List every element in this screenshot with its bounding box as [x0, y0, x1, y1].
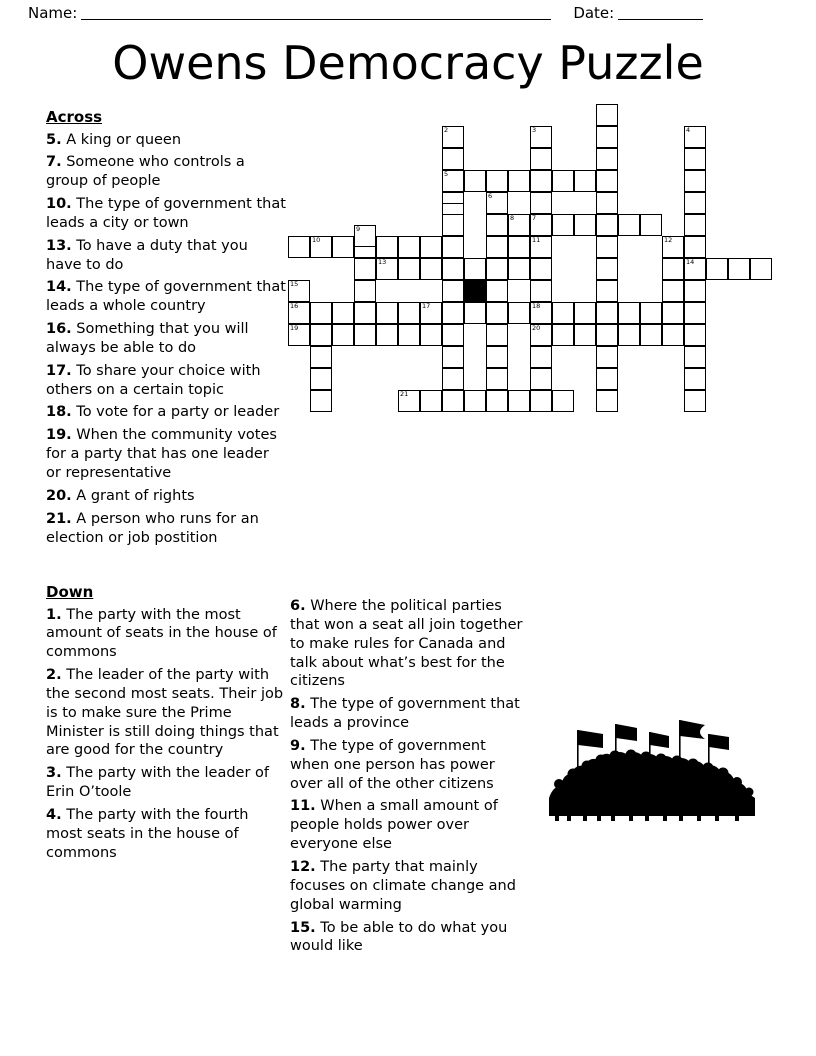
- grid-cell[interactable]: [420, 258, 442, 280]
- grid-cell[interactable]: [486, 324, 508, 346]
- grid-cell[interactable]: [530, 258, 552, 280]
- grid-cell[interactable]: [596, 302, 618, 324]
- down-clue-text: Where the political parties that won a seat all join together to make rules for Canada and talk about what’s best for the citizens: [290, 598, 523, 690]
- grid-cell[interactable]: [310, 236, 332, 258]
- down-clue: [290, 737, 525, 794]
- grid-cell[interactable]: [288, 236, 310, 258]
- grid-cell[interactable]: [640, 214, 662, 236]
- grid-cell[interactable]: [464, 390, 486, 412]
- grid-cell[interactable]: [618, 302, 640, 324]
- grid-cell[interactable]: [442, 280, 464, 302]
- across-clue-text: Something that you will always be able to do: [46, 321, 249, 356]
- grid-cell-number: 5: [444, 170, 449, 178]
- grid-cell[interactable]: [376, 236, 398, 258]
- grid-cell-number: 20: [532, 324, 541, 332]
- grid-cell[interactable]: [684, 280, 706, 302]
- grid-cell[interactable]: [486, 368, 508, 390]
- down-clue: [46, 764, 286, 802]
- down-heading: Down: [46, 583, 94, 601]
- across-clue: [46, 320, 286, 358]
- grid-cell[interactable]: [530, 368, 552, 390]
- grid-cell[interactable]: [398, 302, 420, 324]
- grid-cell[interactable]: [508, 236, 530, 258]
- grid-cell[interactable]: [684, 302, 706, 324]
- down-clue-text: To be able to do what you would like: [290, 919, 508, 955]
- name-label: Name:: [28, 4, 78, 22]
- across-clue-text: A king or queen: [61, 131, 182, 148]
- across-clues: [46, 108, 286, 551]
- grid-cell[interactable]: [684, 390, 706, 412]
- grid-cell[interactable]: [706, 258, 728, 280]
- grid-cell[interactable]: [640, 302, 662, 324]
- across-clue-number: 16.: [46, 321, 72, 338]
- grid-cell[interactable]: [684, 126, 706, 148]
- grid-cell[interactable]: [530, 390, 552, 412]
- grid-cell[interactable]: [442, 126, 464, 148]
- grid-cell[interactable]: [420, 324, 442, 346]
- grid-cell[interactable]: [662, 236, 684, 258]
- across-clue: [46, 195, 286, 233]
- down-clue: [46, 806, 286, 863]
- down-clue: [290, 858, 525, 915]
- crossword-grid[interactable]: [288, 104, 788, 454]
- down-clue-text: When a small amount of people holds power over everyone else: [290, 798, 498, 853]
- grid-cell[interactable]: [486, 280, 508, 302]
- grid-cell[interactable]: [310, 390, 332, 412]
- grid-cell[interactable]: [332, 302, 354, 324]
- across-clue-text: A person who runs for an election or job postition: [46, 510, 259, 546]
- grid-cell[interactable]: [310, 302, 332, 324]
- across-clue-number: 10.: [46, 196, 72, 213]
- grid-cell[interactable]: [442, 258, 464, 280]
- down-clues-right: [290, 597, 525, 960]
- grid-cell-number: 6: [488, 192, 493, 200]
- grid-cell[interactable]: [596, 148, 618, 170]
- grid-cell[interactable]: [464, 302, 486, 324]
- grid-cell[interactable]: [552, 390, 574, 412]
- grid-cell[interactable]: [662, 302, 684, 324]
- grid-cell[interactable]: [530, 236, 552, 258]
- grid-cell[interactable]: [442, 148, 464, 170]
- grid-cell[interactable]: [530, 148, 552, 170]
- grid-cell[interactable]: [486, 258, 508, 280]
- grid-cell[interactable]: [354, 258, 376, 280]
- across-clue: [46, 362, 286, 400]
- grid-cell-number: 8: [510, 214, 515, 222]
- grid-cell[interactable]: [552, 302, 574, 324]
- down-clue-number: 11.: [290, 798, 316, 815]
- across-clue-number: 18.: [46, 404, 72, 421]
- crowd-with-flags-silhouette: [545, 712, 765, 822]
- down-clue-number: 2.: [46, 667, 62, 684]
- across-clue-text: The type of government that leads a city or town: [46, 196, 286, 231]
- down-clue-list-right: [290, 597, 525, 956]
- grid-cell[interactable]: [596, 214, 618, 236]
- grid-cell[interactable]: [596, 324, 618, 346]
- down-clue-number: 6.: [290, 598, 306, 614]
- grid-cell[interactable]: [530, 324, 552, 346]
- grid-cell[interactable]: [354, 225, 376, 247]
- grid-cell[interactable]: [442, 346, 464, 368]
- grid-cell-number: 12: [664, 236, 673, 244]
- grid-cell-number: 19: [290, 324, 299, 332]
- grid-cell[interactable]: [750, 258, 772, 280]
- grid-cell[interactable]: [596, 236, 618, 258]
- down-clue: [46, 606, 286, 663]
- grid-cell[interactable]: [530, 126, 552, 148]
- grid-cell[interactable]: [574, 214, 596, 236]
- down-clue-text: The type of government when one person has power over all of the other citizens: [290, 737, 495, 792]
- down-clue: [290, 797, 525, 854]
- down-clue-number: 15.: [290, 919, 316, 936]
- grid-cell[interactable]: [442, 390, 464, 412]
- grid-cell[interactable]: [420, 236, 442, 258]
- down-clue-list-left: [46, 606, 286, 863]
- grid-cell[interactable]: [640, 324, 662, 346]
- across-clue: [46, 153, 286, 191]
- across-clue-text: To vote for a party or leader: [71, 404, 280, 421]
- grid-cell-number: 13: [378, 258, 387, 266]
- across-clue: [46, 131, 286, 150]
- grid-cell[interactable]: [464, 258, 486, 280]
- across-clue: [46, 278, 286, 316]
- grid-cell-number: 2: [444, 126, 449, 134]
- grid-cell[interactable]: [486, 236, 508, 258]
- grid-cell[interactable]: [464, 170, 486, 192]
- across-clue: [46, 403, 286, 422]
- grid-cell[interactable]: [376, 302, 398, 324]
- grid-cell[interactable]: [618, 324, 640, 346]
- grid-cell[interactable]: [662, 258, 684, 280]
- grid-cell-number: 10: [312, 236, 321, 244]
- across-clue-text: Someone who controls a group of people: [46, 154, 245, 190]
- across-clue-text: To have a duty that you have to do: [46, 237, 248, 273]
- across-clue-number: 19.: [46, 427, 72, 444]
- grid-cell[interactable]: [398, 236, 420, 258]
- grid-cell[interactable]: [530, 280, 552, 302]
- grid-cell[interactable]: [684, 192, 706, 214]
- grid-cell-number: 18: [532, 302, 541, 310]
- grid-cell[interactable]: [508, 214, 530, 236]
- grid-cell[interactable]: [442, 236, 464, 258]
- across-clue-number: 13.: [46, 237, 72, 254]
- grid-cell[interactable]: [530, 302, 552, 324]
- grid-cell[interactable]: [574, 324, 596, 346]
- grid-cell[interactable]: [618, 214, 640, 236]
- across-clue-text: To share your choice with others on a certain topic: [46, 362, 261, 398]
- grid-cell[interactable]: [442, 324, 464, 346]
- across-clue-text: When the community votes for a party that has one leader or representative: [46, 427, 277, 481]
- grid-cell[interactable]: [398, 390, 420, 412]
- grid-cell-number: 11: [532, 236, 541, 244]
- grid-cell[interactable]: [310, 346, 332, 368]
- grid-cell[interactable]: [574, 302, 596, 324]
- grid-cell-number: 15: [290, 280, 299, 288]
- grid-cell[interactable]: [398, 324, 420, 346]
- grid-cell[interactable]: [596, 280, 618, 302]
- grid-cell[interactable]: [354, 302, 376, 324]
- down-clue-number: 4.: [46, 806, 62, 823]
- grid-cell[interactable]: [596, 104, 618, 126]
- grid-cell-blocked: [464, 280, 486, 302]
- grid-cell[interactable]: [332, 236, 354, 258]
- grid-cell-number: 14: [686, 258, 695, 266]
- page-title: Owens Democracy Puzzle: [112, 36, 704, 90]
- grid-cell[interactable]: [442, 302, 464, 324]
- down-clue-text: The party that mainly focuses on climate change and global warming: [290, 858, 516, 913]
- grid-cell[interactable]: [596, 126, 618, 148]
- across-clue: [46, 487, 286, 506]
- grid-cell[interactable]: [684, 236, 706, 258]
- grid-cell-number: 21: [400, 390, 409, 398]
- grid-cell[interactable]: [684, 258, 706, 280]
- date-label: Date:: [573, 4, 615, 22]
- grid-cell[interactable]: [486, 192, 508, 214]
- grid-cell[interactable]: [354, 280, 376, 302]
- grid-cell[interactable]: [684, 346, 706, 368]
- grid-cell[interactable]: [530, 170, 552, 192]
- grid-cell[interactable]: [596, 258, 618, 280]
- grid-cell[interactable]: [596, 170, 618, 192]
- across-clue: [46, 426, 286, 483]
- grid-cell[interactable]: [288, 302, 310, 324]
- down-clue: [290, 919, 525, 957]
- grid-cell-number: 16: [290, 302, 299, 310]
- down-clue-number: 3.: [46, 765, 62, 782]
- grid-cell-number: 4: [686, 126, 691, 134]
- down-clues-left: [46, 583, 286, 866]
- grid-cell[interactable]: [552, 170, 574, 192]
- grid-cell[interactable]: [662, 324, 684, 346]
- down-clue: [290, 597, 525, 691]
- across-clue-number: 7.: [46, 154, 62, 171]
- grid-cell[interactable]: [310, 368, 332, 390]
- down-clue-text: The party with the leader of Erin O’toole: [46, 765, 270, 801]
- down-clue-number: 9.: [290, 737, 306, 754]
- across-heading: Across: [46, 108, 103, 126]
- grid-cell[interactable]: [684, 170, 706, 192]
- grid-cell-number: 17: [422, 302, 431, 310]
- across-clue: [46, 510, 286, 548]
- grid-cell[interactable]: [354, 324, 376, 346]
- down-clue-text: The leader of the party with the second most seats. Their job is to make sure the Prime Minister is still doing things that are good for the country: [46, 667, 284, 759]
- grid-cell-number: 7: [532, 214, 537, 222]
- grid-cell[interactable]: [486, 214, 508, 236]
- name-write-line[interactable]: [81, 7, 551, 20]
- grid-cell[interactable]: [376, 324, 398, 346]
- grid-cell[interactable]: [530, 346, 552, 368]
- grid-cell[interactable]: [552, 324, 574, 346]
- grid-cell[interactable]: [442, 368, 464, 390]
- grid-cell[interactable]: [530, 214, 552, 236]
- down-clue: [46, 666, 286, 760]
- grid-cell[interactable]: [486, 302, 508, 324]
- across-clue-number: 20.: [46, 487, 72, 504]
- grid-cell[interactable]: [662, 280, 684, 302]
- down-clue-number: 12.: [290, 858, 316, 875]
- grid-cell-number: 3: [532, 126, 537, 134]
- grid-cell[interactable]: [596, 368, 618, 390]
- grid-cell[interactable]: [486, 170, 508, 192]
- grid-cell[interactable]: [728, 258, 750, 280]
- down-clue: [290, 695, 525, 733]
- across-clue-text: A grant of rights: [71, 487, 195, 504]
- student-header: [28, 0, 788, 26]
- grid-cell[interactable]: [332, 324, 354, 346]
- down-clue-number: 8.: [290, 696, 306, 713]
- grid-cell[interactable]: [376, 258, 398, 280]
- across-clue-text: The type of government that leads a whole country: [46, 279, 286, 315]
- down-clue-text: The type of government that leads a province: [290, 696, 520, 732]
- across-clue-number: 17.: [46, 362, 72, 379]
- grid-cell-number: 9: [356, 225, 361, 233]
- grid-cell[interactable]: [552, 214, 574, 236]
- grid-cell[interactable]: [288, 280, 310, 302]
- grid-cell[interactable]: [596, 390, 618, 412]
- date-write-line[interactable]: [618, 7, 703, 20]
- grid-cell[interactable]: [508, 258, 530, 280]
- down-clue-text: The party with the fourth most seats in the house of commons: [46, 806, 249, 861]
- grid-cell[interactable]: [596, 192, 618, 214]
- grid-cell[interactable]: [508, 302, 530, 324]
- across-clue: [46, 237, 286, 275]
- across-clue-number: 14.: [46, 279, 72, 296]
- down-clue-number: 1.: [46, 606, 62, 623]
- grid-cell[interactable]: [530, 192, 552, 214]
- grid-cell[interactable]: [684, 214, 706, 236]
- across-clue-number: 5.: [46, 131, 62, 148]
- grid-cell[interactable]: [684, 368, 706, 390]
- across-clue-number: 21.: [46, 510, 72, 527]
- grid-cell[interactable]: [420, 390, 442, 412]
- grid-cell[interactable]: [420, 302, 442, 324]
- grid-cell[interactable]: [508, 170, 530, 192]
- across-clue-list: [46, 131, 286, 548]
- grid-cell[interactable]: [508, 390, 530, 412]
- grid-cell[interactable]: [288, 324, 310, 346]
- grid-cell[interactable]: [442, 214, 464, 236]
- grid-cell[interactable]: [398, 258, 420, 280]
- grid-cell[interactable]: [310, 324, 332, 346]
- grid-cell[interactable]: [684, 148, 706, 170]
- grid-cell[interactable]: [486, 390, 508, 412]
- grid-cell[interactable]: [486, 346, 508, 368]
- down-clue-text: The party with the most amount of seats in the house of commons: [46, 606, 277, 661]
- grid-cell[interactable]: [442, 170, 464, 192]
- grid-cell[interactable]: [684, 324, 706, 346]
- grid-cell[interactable]: [574, 170, 596, 192]
- grid-cell[interactable]: [596, 346, 618, 368]
